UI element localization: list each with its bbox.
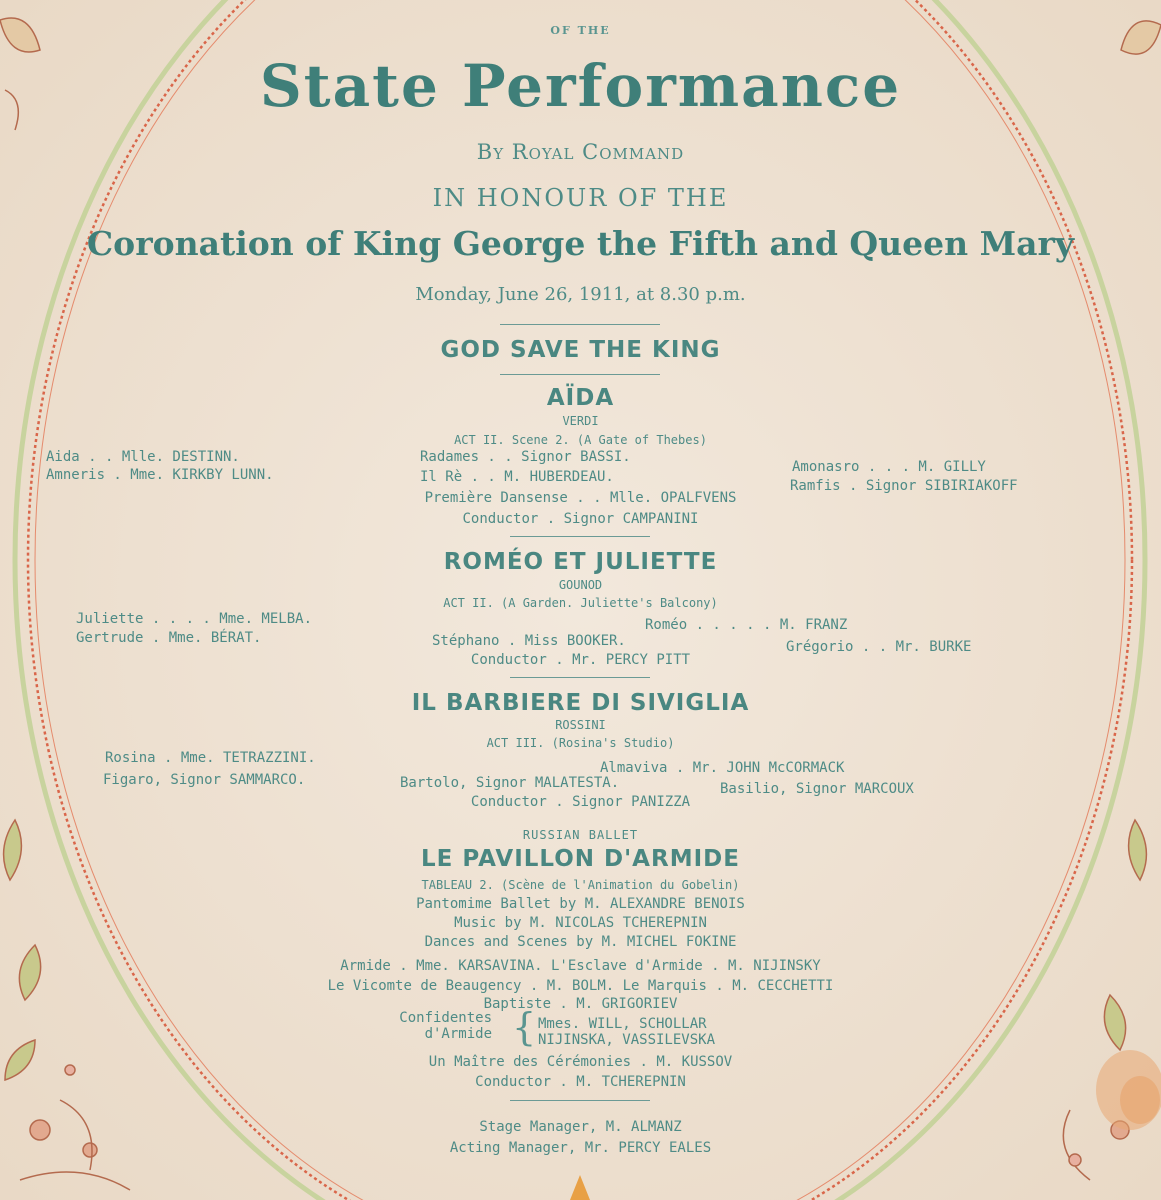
aida-dancer: Première Dansense . . Mlle. OPALFVENS (424, 490, 737, 506)
aida-conductor: Conductor . Signor CAMPANINI (462, 511, 699, 527)
confidentes-names-line: NIJINSKA, VASSILEVSKA (538, 1032, 716, 1048)
ballet-dances: Dances and Scenes by M. MICHEL FOKINE (424, 934, 737, 950)
confidentes-names-line: Mmes. WILL, SCHOLLAR (538, 1016, 707, 1032)
divider (510, 677, 650, 678)
confidentes-names (538, 1016, 715, 1048)
by-royal-command: By Royal Command (476, 140, 685, 164)
ballet-label: RUSSIAN BALLET (522, 828, 639, 842)
romeo-act: ACT II. (A Garden. Juliette's Balcony) (443, 596, 718, 610)
confidentes-label (380, 1010, 492, 1042)
aida-composer: VERDI (562, 414, 599, 428)
aida-cast-il-re: Il Rè . . M. HUBERDEAU. (420, 469, 614, 485)
barbiere-conductor: Conductor . Signor PANIZZA (470, 794, 691, 810)
aida-act: ACT II. Scene 2. (A Gate of Thebes) (454, 433, 707, 447)
performance-date: Monday, June 26, 1911, at 8.30 p.m. (415, 284, 746, 305)
romeo-cast-juliette: Juliette . . . . Mme. MELBA. (76, 611, 313, 627)
anthem-heading: GOD SAVE THE KING (440, 337, 721, 363)
aida-cast-aida: Aida . . Mlle. DESTINN. (46, 449, 240, 465)
ballet-cast-baptiste: Baptiste . M. GRIGORIEV (483, 996, 678, 1012)
romeo-conductor: Conductor . Mr. PERCY PITT (470, 652, 691, 668)
in-honour-label: IN HONOUR OF THE (432, 184, 729, 212)
aida-cast-radames: Radames . . Signor BASSI. (420, 449, 631, 465)
divider (510, 1100, 650, 1101)
confidentes-label-line: d'Armide (424, 1026, 492, 1042)
brace-symbol: { (512, 1005, 537, 1049)
romeo-title: ROMÉO ET JULIETTE (443, 549, 718, 575)
barbiere-composer: ROSSINI (555, 718, 606, 732)
ballet-tableau: TABLEAU 2. (Scène de l'Animation du Gobelin) (421, 878, 740, 892)
romeo-cast-gertrude: Gertrude . Mme. BÉRAT. (76, 630, 262, 646)
romeo-cast-gregorio: Grégorio . . Mr. BURKE (786, 639, 972, 655)
romeo-cast-romeo: Roméo . . . . . M. FRANZ (645, 617, 848, 633)
ballet-pantomime: Pantomime Ballet by M. ALEXANDRE BENOIS (416, 896, 745, 912)
barbiere-cast-rosina: Rosina . Mme. TETRAZZINI. (105, 750, 316, 766)
barbiere-cast-figaro: Figaro, Signor SAMMARCO. (103, 772, 306, 788)
aida-cast-amonasro: Amonasro . . . M. GILLY (792, 459, 986, 475)
page-title: State Performance (259, 52, 902, 120)
barbiere-title: IL BARBIERE DI SIVIGLIA (411, 690, 750, 716)
ballet-music: Music by M. NICOLAS TCHEREPNIN (454, 915, 707, 931)
divider (500, 324, 660, 325)
coronation-title: Coronation of King George the Fifth and Queen Mary (86, 224, 1075, 263)
divider (510, 536, 650, 537)
confidentes-label-line: Confidentes (399, 1010, 492, 1026)
ballet-title: LE PAVILLON D'ARMIDE (421, 846, 740, 872)
stage-manager: Stage Manager, M. ALMANZ (479, 1119, 682, 1135)
ballet-conductor: Conductor . M. TCHEREPNIN (475, 1074, 686, 1090)
of-the-label: OF THE (550, 24, 611, 37)
aida-cast-ramfis: Ramfis . Signor SIBIRIAKOFF (790, 478, 1018, 494)
barbiere-cast-basilio: Basilio, Signor MARCOUX (720, 781, 914, 797)
aida-cast-amneris: Amneris . Mme. KIRKBY LUNN. (46, 467, 274, 483)
ballet-cast-maitre: Un Maître des Cérémonies . M. KUSSOV (428, 1054, 733, 1070)
divider (500, 374, 660, 375)
romeo-composer: GOUNOD (558, 578, 603, 592)
ballet-cast-armide: Armide . Mme. KARSAVINA. L'Esclave d'Armide . M. NIJINSKY (340, 958, 821, 974)
barbiere-act: ACT III. (Rosina's Studio) (486, 736, 675, 750)
romeo-cast-stephano: Stéphano . Miss BOOKER. (432, 633, 626, 649)
barbiere-cast-almaviva: Almaviva . Mr. JOHN McCORMACK (600, 760, 845, 776)
ballet-cast-vicomte: Le Vicomte de Beaugency . M. BOLM. Le Marquis . M. CECCHETTI (327, 978, 834, 994)
barbiere-cast-bartolo: Bartolo, Signor MALATESTA. (400, 775, 620, 791)
aida-title: AÏDA (546, 385, 615, 411)
acting-manager: Acting Manager, Mr. PERCY EALES (449, 1140, 712, 1156)
